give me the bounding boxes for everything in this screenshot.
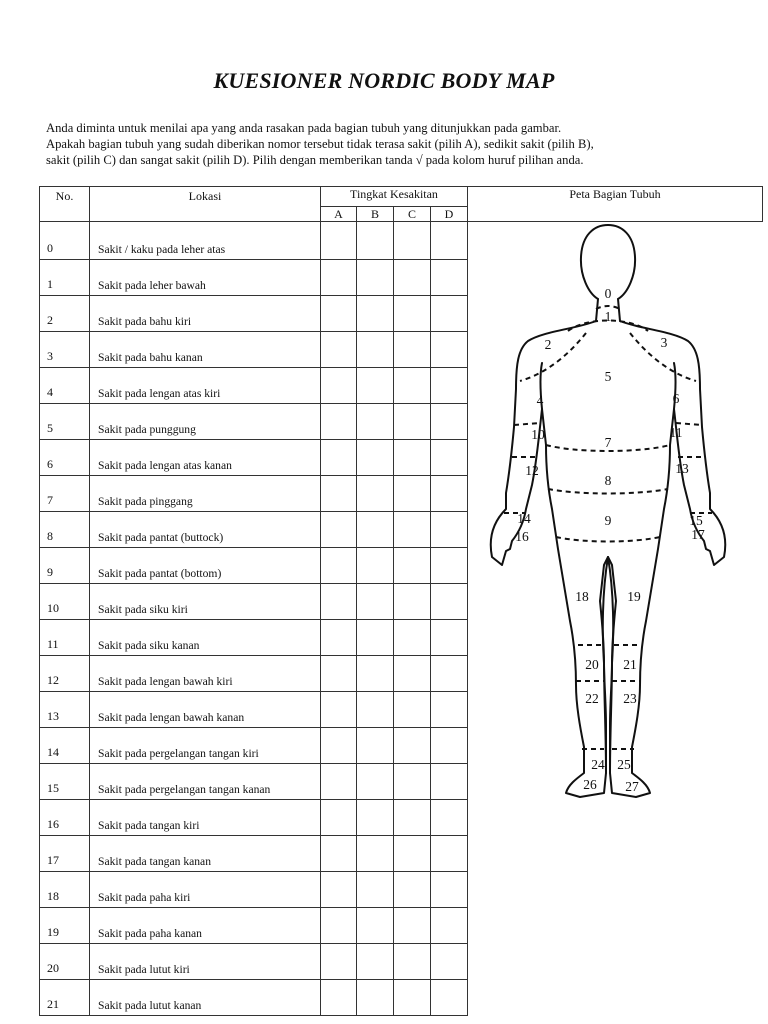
row-lokasi: Sakit pada bahu kiri	[90, 296, 321, 332]
check-cell-b[interactable]	[357, 728, 394, 764]
row-number: 14	[40, 728, 90, 764]
row-number: 11	[40, 620, 90, 656]
check-cell-d[interactable]	[431, 620, 468, 656]
check-cell-a[interactable]	[321, 512, 357, 548]
table-row	[40, 908, 763, 944]
row-lokasi: Sakit pada lengan atas kiri	[90, 368, 321, 404]
check-cell-a[interactable]	[321, 440, 357, 476]
check-cell-d[interactable]	[431, 512, 468, 548]
check-cell-a[interactable]	[321, 260, 357, 296]
check-cell-a[interactable]	[321, 476, 357, 512]
check-cell-b[interactable]	[357, 692, 394, 728]
row-number: 15	[40, 764, 90, 800]
row-lokasi: Sakit pada lutut kanan	[90, 980, 321, 1016]
separator-buttock	[556, 537, 660, 542]
check-cell-a[interactable]	[321, 944, 357, 980]
check-cell-c[interactable]	[394, 800, 431, 836]
row-lokasi: Sakit pada paha kiri	[90, 872, 321, 908]
region-label-8: 8	[604, 472, 612, 488]
row-number: 16	[40, 800, 90, 836]
region-label-9: 9	[604, 512, 612, 528]
instructions	[46, 120, 726, 168]
check-cell-d[interactable]	[431, 656, 468, 692]
row-lokasi: Sakit pada lengan atas kanan	[90, 440, 321, 476]
check-cell-d[interactable]	[431, 944, 468, 980]
header-level-c: C	[394, 207, 431, 222]
body-map-figure	[476, 213, 756, 813]
row-number: 20	[40, 944, 90, 980]
region-label-12: 12	[525, 462, 539, 478]
row-number: 5	[40, 404, 90, 440]
row-lokasi: Sakit pada lengan bawah kiri	[90, 656, 321, 692]
check-cell-a[interactable]	[321, 872, 357, 908]
row-number: 18	[40, 872, 90, 908]
row-lokasi: Sakit pada tangan kiri	[90, 800, 321, 836]
row-lokasi: Sakit pada pantat (buttock)	[90, 512, 321, 548]
row-lokasi: Sakit pada siku kiri	[90, 584, 321, 620]
region-label-0: 0	[604, 285, 612, 301]
row-number: 13	[40, 692, 90, 728]
check-cell-b[interactable]	[357, 872, 394, 908]
check-cell-b[interactable]	[357, 404, 394, 440]
check-cell-d[interactable]	[431, 476, 468, 512]
row-lokasi: Sakit / kaku pada leher atas	[90, 222, 321, 260]
row-lokasi: Sakit pada leher bawah	[90, 260, 321, 296]
region-label-13: 13	[675, 460, 689, 476]
instruction-line: Anda diminta untuk menilai apa yang anda rasakan pada bagian tubuh yang ditunjukkan pada gambar.	[46, 121, 562, 135]
check-cell-b[interactable]	[357, 260, 394, 296]
check-cell-b[interactable]	[357, 512, 394, 548]
header-level-d: D	[431, 207, 468, 222]
check-cell-b[interactable]	[357, 620, 394, 656]
check-cell-d[interactable]	[431, 222, 468, 260]
header-tingkat-kesakitan: Tingkat Kesakitan	[321, 187, 468, 207]
region-label-18: 18	[575, 588, 589, 604]
region-label-10: 10	[531, 426, 545, 442]
row-lokasi: Sakit pada lutut kiri	[90, 944, 321, 980]
region-label-6: 6	[672, 390, 680, 406]
check-cell-a[interactable]	[321, 800, 357, 836]
check-cell-d[interactable]	[431, 692, 468, 728]
check-cell-a[interactable]	[321, 584, 357, 620]
row-number: 3	[40, 332, 90, 368]
instruction-line: sakit (pilih C) dan sangat sakit (pilih D). Pilih dengan memberikan tanda √ pada kolom huruf pilihan anda.	[46, 153, 584, 167]
table-row	[40, 836, 763, 872]
row-lokasi: Sakit pada paha kanan	[90, 908, 321, 944]
row-lokasi: Sakit pada siku kanan	[90, 620, 321, 656]
check-cell-a[interactable]	[321, 620, 357, 656]
region-label-11: 11	[669, 424, 683, 440]
row-lokasi: Sakit pada tangan kanan	[90, 836, 321, 872]
row-number: 0	[40, 222, 90, 260]
check-cell-b[interactable]	[357, 296, 394, 332]
check-cell-c[interactable]	[394, 404, 431, 440]
header-peta-bagian-tubuh: Peta Bagian Tubuh	[468, 187, 763, 207]
header-no: No.	[40, 187, 90, 222]
check-cell-c[interactable]	[394, 584, 431, 620]
region-label-14: 14	[517, 510, 531, 526]
check-cell-a[interactable]	[321, 332, 357, 368]
region-label-22: 22	[585, 690, 599, 706]
check-cell-d[interactable]	[431, 764, 468, 800]
body-map-cell	[468, 207, 763, 794]
table-row	[40, 944, 763, 980]
row-number: 10	[40, 584, 90, 620]
check-cell-c[interactable]	[394, 332, 431, 368]
check-cell-d[interactable]	[431, 332, 468, 368]
region-label-20: 20	[585, 656, 599, 672]
check-cell-c[interactable]	[394, 980, 431, 1016]
check-cell-c[interactable]	[394, 476, 431, 512]
row-number: 1	[40, 260, 90, 296]
inner-leg-right	[608, 557, 613, 773]
check-cell-c[interactable]	[394, 296, 431, 332]
row-lokasi: Sakit pada lengan bawah kanan	[90, 692, 321, 728]
row-number: 6	[40, 440, 90, 476]
check-cell-c[interactable]	[394, 692, 431, 728]
check-cell-d[interactable]	[431, 548, 468, 584]
check-cell-b[interactable]	[357, 476, 394, 512]
row-lokasi: Sakit pada pantat (bottom)	[90, 548, 321, 584]
region-label-19: 19	[627, 588, 641, 604]
check-cell-a[interactable]	[321, 222, 357, 260]
region-label-21: 21	[623, 656, 637, 672]
region-label-3: 3	[660, 334, 668, 350]
check-cell-d[interactable]	[431, 368, 468, 404]
row-lokasi: Sakit pada bahu kanan	[90, 332, 321, 368]
row-number: 12	[40, 656, 90, 692]
check-cell-a[interactable]	[321, 908, 357, 944]
check-cell-c[interactable]	[394, 548, 431, 584]
check-cell-c[interactable]	[394, 368, 431, 404]
row-number: 2	[40, 296, 90, 332]
check-cell-a[interactable]	[321, 548, 357, 584]
row-number: 7	[40, 476, 90, 512]
check-cell-b[interactable]	[357, 368, 394, 404]
check-cell-b[interactable]	[357, 656, 394, 692]
row-lokasi: Sakit pada pergelangan tangan kiri	[90, 728, 321, 764]
check-cell-d[interactable]	[431, 296, 468, 332]
check-cell-a[interactable]	[321, 728, 357, 764]
check-cell-c[interactable]	[394, 764, 431, 800]
check-cell-b[interactable]	[357, 908, 394, 944]
check-cell-c[interactable]	[394, 656, 431, 692]
row-lokasi: Sakit pada pergelangan tangan kanan	[90, 764, 321, 800]
check-cell-a[interactable]	[321, 404, 357, 440]
row-number: 17	[40, 836, 90, 872]
check-cell-a[interactable]	[321, 836, 357, 872]
region-label-15: 15	[689, 512, 703, 528]
check-cell-b[interactable]	[357, 440, 394, 476]
check-cell-b[interactable]	[357, 800, 394, 836]
check-cell-a[interactable]	[321, 656, 357, 692]
region-label-17: 17	[691, 526, 705, 542]
check-cell-c[interactable]	[394, 512, 431, 548]
region-label-4: 4	[536, 392, 544, 408]
check-cell-d[interactable]	[431, 584, 468, 620]
check-cell-b[interactable]	[357, 332, 394, 368]
questionnaire-table	[39, 186, 763, 1016]
separator-hip	[548, 489, 668, 494]
check-cell-d[interactable]	[431, 872, 468, 908]
inner-leg-left	[603, 557, 608, 773]
region-label-2: 2	[544, 336, 552, 352]
row-lokasi: Sakit pada pinggang	[90, 476, 321, 512]
region-label-1: 1	[604, 308, 612, 324]
check-cell-c[interactable]	[394, 908, 431, 944]
region-label-7: 7	[604, 434, 612, 450]
region-label-27: 27	[625, 778, 639, 794]
check-cell-c[interactable]	[394, 620, 431, 656]
check-cell-d[interactable]	[431, 440, 468, 476]
check-cell-c[interactable]	[394, 728, 431, 764]
table-row	[40, 872, 763, 908]
row-lokasi: Sakit pada punggung	[90, 404, 321, 440]
check-cell-c[interactable]	[394, 836, 431, 872]
check-cell-b[interactable]	[357, 980, 394, 1016]
row-number: 9	[40, 548, 90, 584]
check-cell-b[interactable]	[357, 764, 394, 800]
check-cell-a[interactable]	[321, 692, 357, 728]
header-lokasi: Lokasi	[90, 187, 321, 222]
check-cell-b[interactable]	[357, 584, 394, 620]
check-cell-d[interactable]	[431, 836, 468, 872]
region-label-25: 25	[617, 756, 631, 772]
check-cell-d[interactable]	[431, 728, 468, 764]
check-cell-a[interactable]	[321, 368, 357, 404]
row-number: 21	[40, 980, 90, 1016]
separator-upper-arm-left	[514, 423, 540, 425]
check-cell-c[interactable]	[394, 440, 431, 476]
check-cell-d[interactable]	[431, 980, 468, 1016]
check-cell-a[interactable]	[321, 764, 357, 800]
check-cell-b[interactable]	[357, 222, 394, 260]
row-number: 4	[40, 368, 90, 404]
region-label-23: 23	[623, 690, 637, 706]
check-cell-b[interactable]	[357, 944, 394, 980]
check-cell-a[interactable]	[321, 980, 357, 1016]
region-label-5: 5	[604, 368, 612, 384]
region-label-24: 24	[591, 756, 605, 772]
check-cell-d[interactable]	[431, 260, 468, 296]
check-cell-c[interactable]	[394, 260, 431, 296]
region-label-16: 16	[515, 528, 529, 544]
row-number: 8	[40, 512, 90, 548]
check-cell-d[interactable]	[431, 404, 468, 440]
header-level-b: B	[357, 207, 394, 222]
header-level-a: A	[321, 207, 357, 222]
check-cell-c[interactable]	[394, 222, 431, 260]
document-title: KUESIONER NORDIC BODY MAP	[213, 68, 555, 93]
check-cell-d[interactable]	[431, 800, 468, 836]
region-label-26: 26	[583, 776, 597, 792]
check-cell-b[interactable]	[357, 548, 394, 584]
row-number: 19	[40, 908, 90, 944]
table-row	[40, 980, 763, 1016]
check-cell-c[interactable]	[394, 944, 431, 980]
instruction-line: Apakah bagian tubuh yang sudah diberikan nomor tersebut tidak terasa sakit (pilih A), sedikit sakit (pilih B),	[46, 137, 594, 151]
check-cell-d[interactable]	[431, 908, 468, 944]
check-cell-b[interactable]	[357, 836, 394, 872]
check-cell-a[interactable]	[321, 296, 357, 332]
check-cell-c[interactable]	[394, 872, 431, 908]
